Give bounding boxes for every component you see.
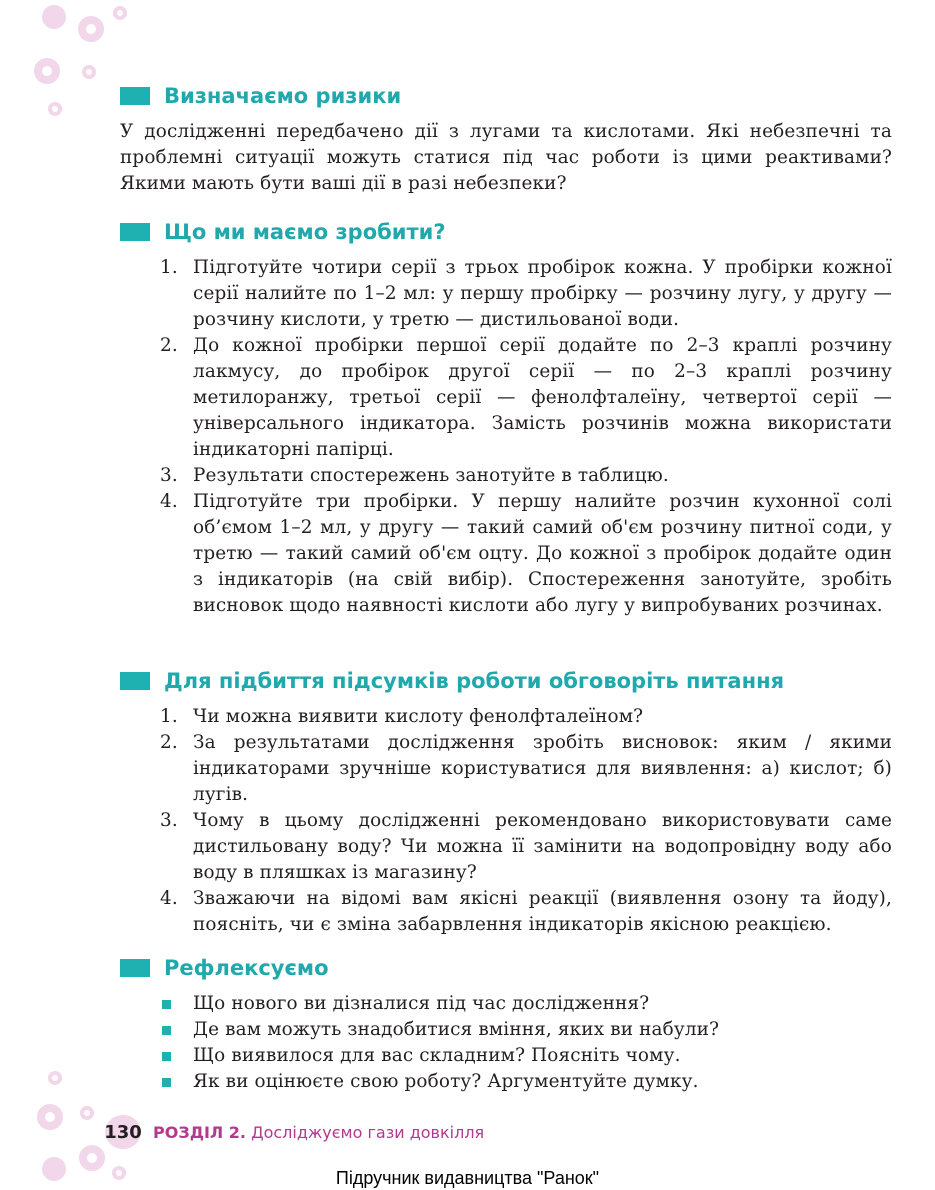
list-item: 3. Результати спостережень занотуйте в таблицю.: [160, 465, 669, 486]
section-title: Що ми маємо зробити?: [164, 220, 446, 244]
section-title: Рефлексуємо: [164, 956, 329, 980]
chapter-title: Досліджуємо гази довкілля: [251, 1122, 485, 1142]
section-title: Для підбиття підсумків роботи обговоріть питання: [164, 669, 785, 693]
page-footer: [105, 1115, 484, 1149]
list-item: Як ви оцінюєте свою роботу? Аргументуйте думку.: [120, 1069, 892, 1095]
decorative-circle: [82, 65, 96, 79]
decorative-circle: [37, 1104, 63, 1130]
decorative-circle: [80, 1106, 94, 1120]
list-item: Що виявилося для вас складним? Поясніть чому.: [120, 1043, 892, 1069]
list-item: 2. За результатами дослідження зробіть висновок: яким / якими індикаторами зручніше користуватися для виявлення: а) кислот; б) лугів.: [160, 732, 892, 805]
section-heading: [120, 81, 892, 111]
decorative-circle: [42, 5, 66, 29]
list-item: Де вам можуть знадобитися вміння, яких ви набули?: [120, 1017, 892, 1043]
heading-marker: [120, 223, 150, 241]
section-heading: [120, 217, 892, 247]
section-heading: [120, 953, 892, 983]
list-item: 4. Підготуйте три пробірки. У першу налийте розчин кухонної солі об’ємом 1–2 мл, у другу — такий самий об'єм розчину питної соди, у третю — такий самий об'єм оцту. До кожної з пробірок додайте один з індикаторів (на свій вибір). Спостереження занотуйте, зробіть висновок щодо наявності кислоти або лугу у випробуваних розчинах.: [160, 491, 892, 616]
decorative-circle: [34, 58, 60, 84]
section-risks: [120, 81, 892, 197]
section-title: Визначаємо ризики: [164, 84, 402, 108]
reflection-list: [120, 991, 892, 1095]
section-procedure: [120, 217, 892, 619]
chapter-caption: [153, 1123, 484, 1142]
list-item: Що нового ви дізналися під час дослідження?: [120, 991, 892, 1017]
list-item: 2. До кожної пробірки першої серії додайте по 2–3 краплі розчину лакмусу, до пробірок другої серії — по 2–3 краплі розчину метилоранжу, третьої серії — фенолфталеїну, четвертої серії — універсального індикатора. Замість розчинів можна використати індикаторні папірці.: [160, 335, 892, 460]
section-discussion: [120, 666, 892, 938]
chapter-label: РОЗДІЛ 2.: [153, 1122, 246, 1142]
decorative-circle: [78, 16, 104, 42]
page-number: 130: [105, 1115, 141, 1149]
list-item: 3. Чому в цьому дослідженні рекомендовано використовувати саме дистильовану воду? Чи можна її замінити на водопровідну воду або воду в пляшках із магазину?: [160, 810, 892, 883]
decorative-circle: [113, 6, 127, 20]
procedure-list: [120, 255, 892, 619]
heading-marker: [120, 959, 150, 977]
bullet-square-icon: [162, 1078, 171, 1087]
section-heading: [120, 666, 892, 696]
heading-marker: [120, 672, 150, 690]
section-reflection: [120, 953, 892, 1095]
list-item: 1. Підготуйте чотири серії з трьох пробірок кожна. У пробірки кожної серії налийте по 1–2 мл: у першу пробірку — розчину лугу, у другу — розчину кислоти, у третю — дистильованої води.: [160, 257, 892, 330]
bullet-square-icon: [162, 1026, 171, 1035]
list-item: 4. Зважаючи на відомі вам якісні реакції (виявлення озону та йоду), поясніть, чи є зміна забарвлення індикаторів якісною реакцією.: [160, 888, 892, 935]
heading-marker: [120, 87, 150, 105]
list-item: 1. Чи можна виявити кислоту фенолфталеїном?: [160, 706, 644, 727]
publisher-line: Підручник видавництва "Ранок": [335, 1168, 600, 1188]
decorative-circle: [48, 1071, 62, 1085]
discussion-list: [120, 704, 892, 938]
decorative-circle: [48, 102, 62, 116]
bullet-square-icon: [162, 1052, 171, 1061]
section-paragraph: У дослідженні передбачено дії з лугами та кислотами. Які небезпечні та проблемні ситуації можуть статися під час роботи із цими реактивами? Якими мають бути ваші дії в разі небезпеки?: [120, 121, 892, 194]
bullet-square-icon: [162, 1000, 171, 1009]
